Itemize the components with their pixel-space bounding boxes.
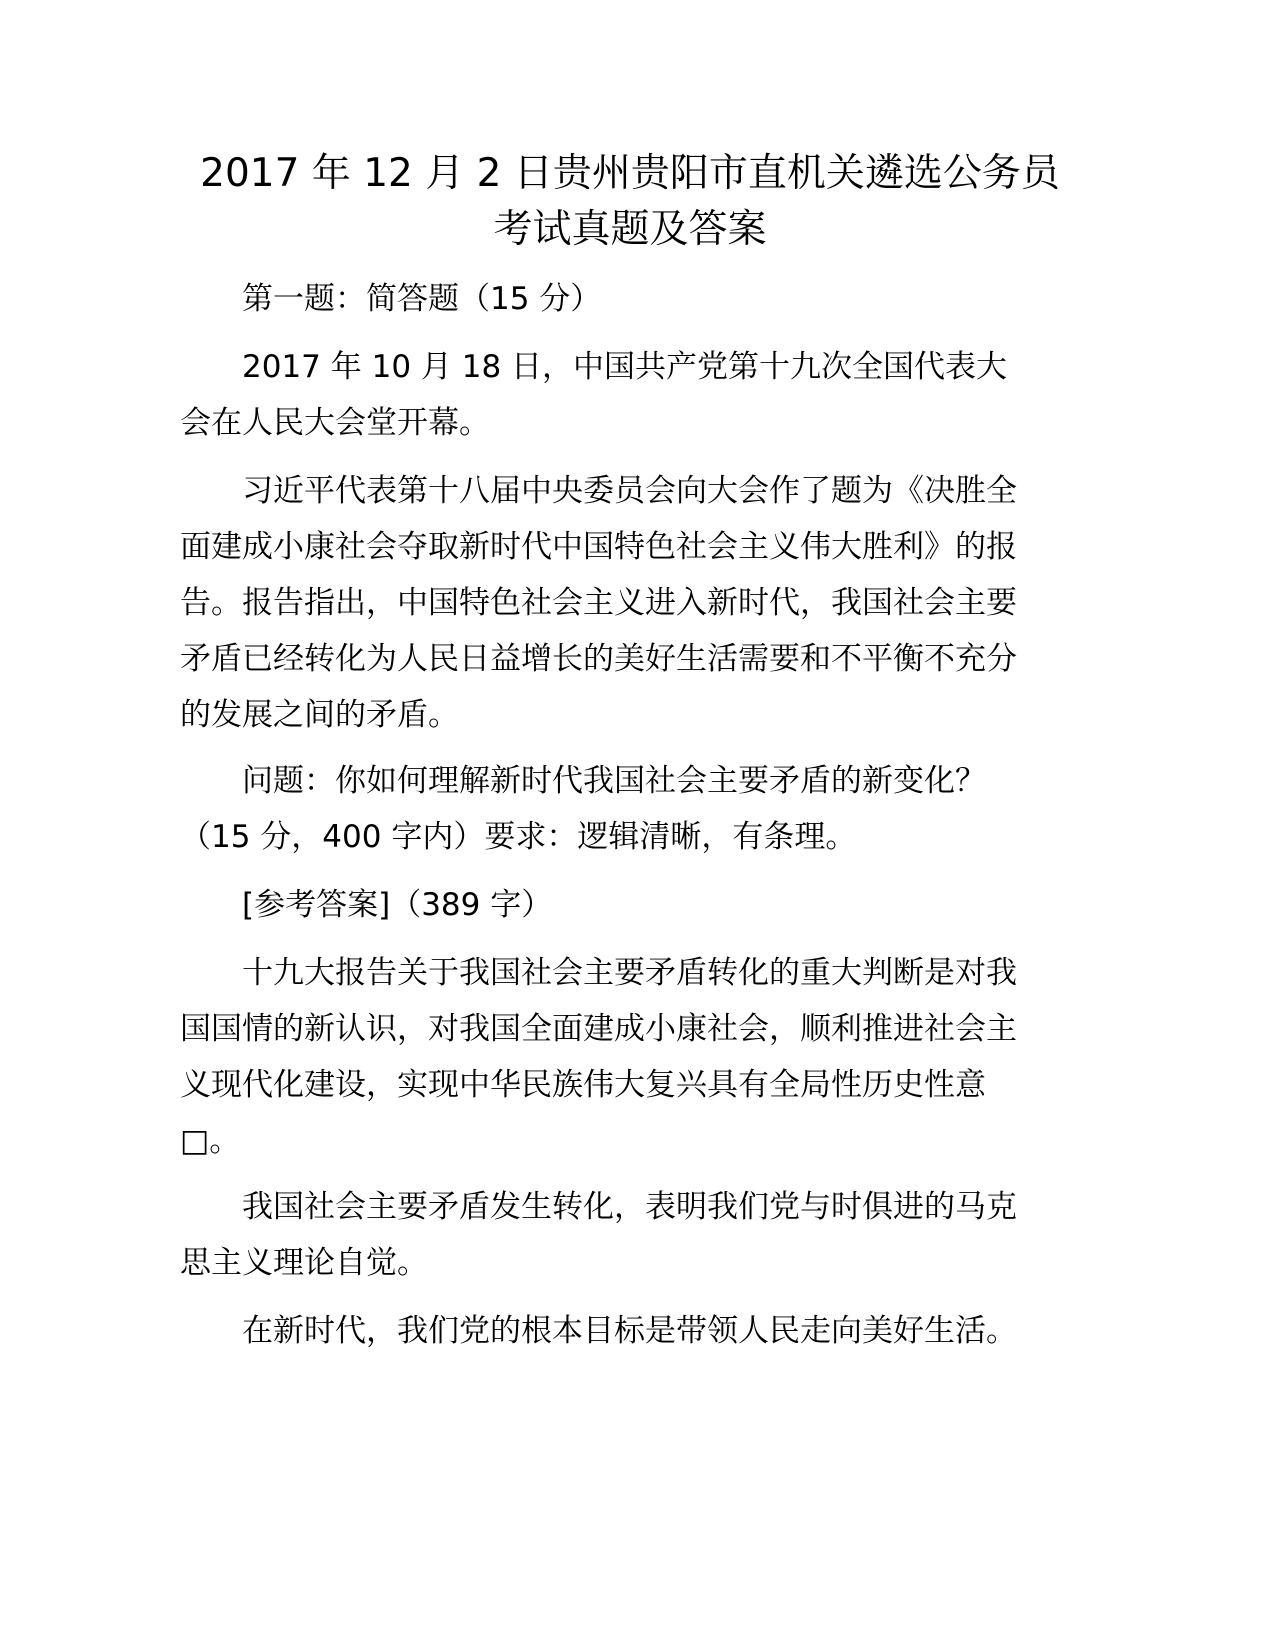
- section-heading: 第一题：简答题（15 分）: [242, 281, 602, 317]
- answer-paragraph-1-line-1: 十九大报告关于我国社会主要矛盾转化的重大判断是对我: [242, 955, 1017, 991]
- paragraph-2-line-5: 的发展之间的矛盾。: [180, 697, 459, 733]
- document-title-line-1: 2017 年 12 月 2 日贵州贵阳市直机关遴选公务员: [200, 151, 1060, 196]
- paragraph-1-line-1: 2017 年 10 月 18 日，中国共产党第十九次全国代表大: [242, 349, 1008, 385]
- paragraph-1-line-2: 会在人民大会堂开幕。: [180, 405, 490, 441]
- paragraph-2-line-2: 面建成小康社会夺取新时代中国特色社会主义伟大胜利》的报: [180, 529, 1017, 565]
- reference-answer-heading: [参考答案]（389 字）: [242, 887, 553, 923]
- question-line-2: （15 分，400 字内）要求：逻辑清晰，有条理。: [180, 819, 857, 855]
- paragraph-2-line-4: 矛盾已经转化为人民日益增长的美好生活需要和不平衡不充分: [180, 641, 1017, 677]
- answer-paragraph-1-line-4: □。: [180, 1123, 241, 1159]
- answer-paragraph-1-line-3: 义现代化建设，实现中华民族伟大复兴具有全局性历史性意: [180, 1067, 986, 1103]
- question-line-1: 问题：你如何理解新时代我国社会主要矛盾的新变化？: [242, 763, 986, 799]
- paragraph-2-line-3: 告。报告指出，中国特色社会主义进入新时代，我国社会主要: [180, 585, 1017, 621]
- paragraph-2-line-1: 习近平代表第十八届中央委员会向大会作了题为《决胜全: [242, 473, 1017, 509]
- answer-paragraph-3-line-1: 在新时代，我们党的根本目标是带领人民走向美好生活。: [242, 1313, 1017, 1349]
- answer-paragraph-2-line-2: 思主义理论自觉。: [180, 1245, 428, 1281]
- answer-paragraph-1-line-2: 国国情的新认识，对我国全面建成小康社会，顺利推进社会主: [180, 1011, 1017, 1047]
- answer-paragraph-2-line-1: 我国社会主要矛盾发生转化，表明我们党与时俱进的马克: [242, 1189, 1017, 1225]
- document-title-line-2: 考试真题及答案: [493, 207, 767, 252]
